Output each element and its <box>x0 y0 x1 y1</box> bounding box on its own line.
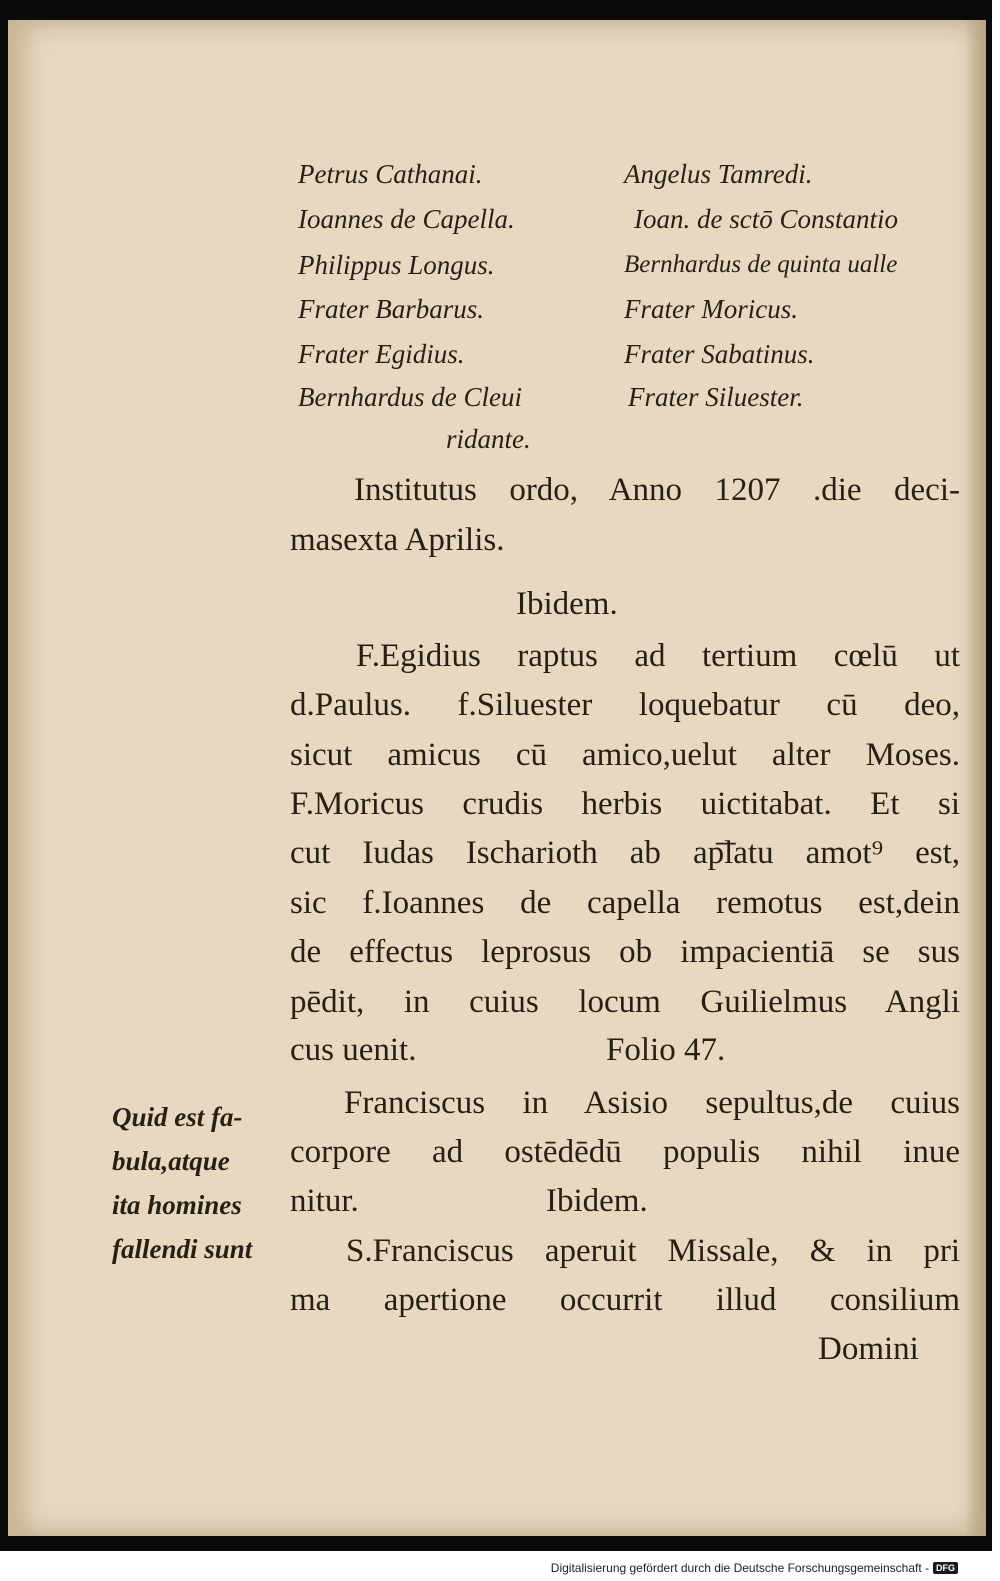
right-column-item: Frater Moricus. <box>624 294 798 324</box>
right-column-item: Bernhardus de quinta ualle <box>624 251 898 278</box>
right-column-item: Angelus Tamredi. <box>624 159 813 189</box>
margin-note-line: bula,atque <box>112 1146 230 1176</box>
text-line: cut Iudas Ischarioth ab ap͞latu amot⁹ est, <box>290 835 960 871</box>
margin-note-line: fallendi sunt <box>112 1234 253 1264</box>
section-heading: Ibidem. <box>546 1183 648 1219</box>
right-column-item: Ioan. de sctō Constantio <box>634 204 898 234</box>
page-edge-shadow <box>964 20 986 1536</box>
left-column-item: Ioannes de Capella. <box>298 204 515 234</box>
text-line: Institutus ordo, Anno 1207 .die deci- <box>354 472 960 508</box>
text-line: F.Moricus crudis herbis uictitabat. Et si <box>290 786 960 822</box>
text-line: d.Paulus. f.Siluester loquebatur cū deo, <box>290 687 960 723</box>
margin-note-line: ita homines <box>112 1190 242 1220</box>
text-line: masexta Aprilis. <box>290 522 505 558</box>
text-line: nitur. <box>290 1183 359 1219</box>
text-line: corpore ad ostēdēdū populis nihil inue <box>290 1134 960 1170</box>
left-column-item: Philippus Longus. <box>298 250 495 280</box>
page-gutter-shadow <box>8 20 34 1536</box>
left-column-item: Petrus Cathanai. <box>298 159 483 189</box>
dfg-logo: DFG <box>933 1562 958 1574</box>
text-line: pēdit, in cuius locum Guilielmus Angli <box>290 984 960 1020</box>
margin-note-line: Quid est fa- <box>112 1102 243 1132</box>
text-line: sic f.Ioannes de capella remotus est,dein <box>290 885 960 921</box>
text-line: F.Egidius raptus ad tertium cœlū ut <box>356 638 960 674</box>
text-line: ma apertione occurrit illud consilium <box>290 1282 960 1318</box>
right-column-item: Frater Sabatinus. <box>624 339 815 369</box>
left-column-item: ridante. <box>446 424 531 454</box>
left-column-item: Bernhardus de Cleui <box>298 382 522 412</box>
text-line: de effectus leprosus ob impacientiā se sus <box>290 934 960 970</box>
folio-reference: Folio 47. <box>606 1032 726 1068</box>
text-line: S.Franciscus aperuit Missale, & in pri <box>346 1233 960 1269</box>
text-line: cus uenit. <box>290 1032 417 1068</box>
catchword: Domini <box>818 1331 919 1367</box>
left-column-item: Frater Barbarus. <box>298 294 485 324</box>
left-column-item: Frater Egidius. <box>298 339 465 369</box>
digitization-credit <box>551 1561 958 1575</box>
credit-text: Digitalisierung gefördert durch die Deutsche Forschungsgemeinschaft - <box>550 1561 929 1575</box>
section-heading: Ibidem. <box>516 586 618 622</box>
right-column-item: Frater Siluester. <box>628 382 804 412</box>
text-line: sicut amicus cū amico,uelut alter Moses. <box>290 737 960 773</box>
text-line: Franciscus in Asisio sepultus,de cuius <box>344 1085 960 1121</box>
